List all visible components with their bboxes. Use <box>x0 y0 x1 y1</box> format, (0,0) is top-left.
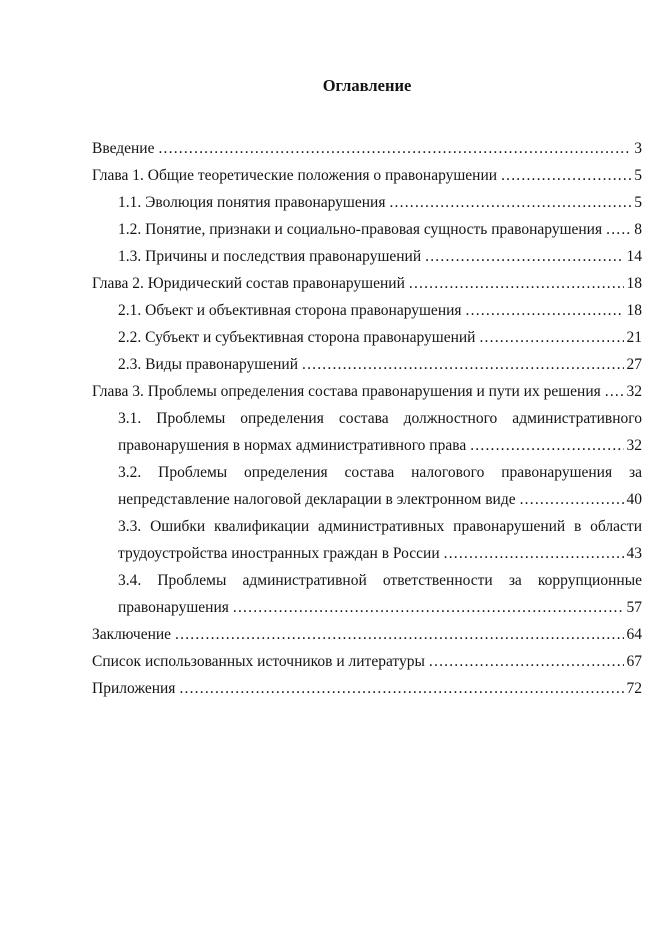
toc-page-number: 64 <box>626 626 642 643</box>
toc-page-number: 32 <box>626 383 642 400</box>
toc-page-number: 8 <box>634 221 642 238</box>
toc-entry-line2 <box>92 486 642 513</box>
page-title: Оглавление <box>322 76 412 95</box>
toc-page-number: 57 <box>626 599 642 616</box>
toc-entry <box>92 378 642 405</box>
toc-page-number: 32 <box>626 437 642 454</box>
toc-entry <box>92 567 642 621</box>
toc-entry-line1: 3.2. Проблемы определения состава налогового правонарушения за <box>118 464 642 481</box>
toc-entry-label: правонарушения <box>118 599 229 616</box>
dot-leader <box>429 648 624 675</box>
toc-entry-label: непредставление налоговой декларации в электронном виде <box>118 491 516 508</box>
dot-leader <box>158 135 631 162</box>
toc-entry-label: 1.1. Эволюция понятия правонарушения <box>118 194 386 211</box>
dot-leader <box>302 351 624 378</box>
toc-page-number: 21 <box>626 329 642 346</box>
toc-entry <box>92 270 642 297</box>
toc-entry <box>92 162 642 189</box>
dot-leader <box>520 486 624 513</box>
dot-leader <box>425 243 623 270</box>
toc-page-number: 3 <box>634 140 642 157</box>
toc-entry-label: 1.3. Причины и последствия правонарушений <box>118 248 422 265</box>
toc-page-number: 18 <box>626 302 642 319</box>
toc-entry-label: Приложения <box>92 680 176 697</box>
toc-entry <box>92 648 642 675</box>
dot-leader <box>466 297 624 324</box>
dot-leader <box>479 324 623 351</box>
toc-entry <box>92 405 642 459</box>
dot-leader <box>179 675 623 702</box>
dot-leader <box>409 270 624 297</box>
toc-entry-label: Заключение <box>92 626 172 643</box>
toc-entry-label: 2.1. Объект и объективная сторона правонарушения <box>118 302 462 319</box>
toc-entry-label: Список использованных источников и литературы <box>92 653 425 670</box>
toc-entry <box>92 297 642 324</box>
toc-entry-label: 1.2. Понятие, признаки и социально-правовая сущность правонарушения <box>118 221 603 238</box>
dot-leader <box>606 216 631 243</box>
toc-page-number: 72 <box>626 680 642 697</box>
toc-entry <box>92 621 642 648</box>
toc-page-number: 5 <box>634 194 642 211</box>
toc-entry-line1: 3.4. Проблемы административной ответственности за коррупционные <box>118 572 642 589</box>
toc-entry-line1: 3.1. Проблемы определения состава должностного административного <box>118 410 642 427</box>
toc-page-number: 40 <box>626 491 642 508</box>
toc-entry-label: 2.2. Субъект и субъективная сторона правонарушений <box>118 329 476 346</box>
dot-leader <box>444 540 624 567</box>
toc-entry <box>92 675 642 702</box>
toc-entry <box>92 135 642 162</box>
toc-entry <box>92 189 642 216</box>
dot-leader <box>470 432 623 459</box>
toc-entry-label: Введение <box>92 140 155 157</box>
toc-entry-label: Глава 3. Проблемы определения состава правонарушения и пути их решения <box>92 383 601 400</box>
toc-entry-line2 <box>92 594 642 621</box>
dot-leader <box>389 189 631 216</box>
toc-entry-line2 <box>92 540 642 567</box>
toc-entry <box>92 243 642 270</box>
dot-leader <box>233 594 624 621</box>
toc-page-number: 5 <box>634 167 642 184</box>
toc-entry <box>92 459 642 513</box>
toc-page-number: 18 <box>626 275 642 292</box>
toc-entry-line2 <box>92 432 642 459</box>
toc-entry-label: Глава 1. Общие теоретические положения о правонарушении <box>92 167 498 184</box>
toc-entry-line1: 3.3. Ошибки квалификации административных правонарушений в области <box>118 518 642 535</box>
toc-page-number: 43 <box>626 545 642 562</box>
toc-entry-label: трудоустройства иностранных граждан в России <box>118 545 440 562</box>
dot-leader <box>175 621 623 648</box>
toc-entry <box>92 351 642 378</box>
toc-entry-label: правонарушения в нормах административного права <box>118 437 467 454</box>
toc-entry <box>92 513 642 567</box>
dot-leader <box>501 162 631 189</box>
toc-page-number: 14 <box>626 248 642 265</box>
toc-entry-label: Глава 2. Юридический состав правонарушений <box>92 275 405 292</box>
table-of-contents <box>92 135 642 702</box>
toc-entry-label: 2.3. Виды правонарушений <box>118 356 298 373</box>
toc-entry <box>92 324 642 351</box>
toc-entry <box>92 216 642 243</box>
toc-page-number: 27 <box>626 356 642 373</box>
toc-page-number: 67 <box>626 653 642 670</box>
dot-leader <box>605 378 624 405</box>
